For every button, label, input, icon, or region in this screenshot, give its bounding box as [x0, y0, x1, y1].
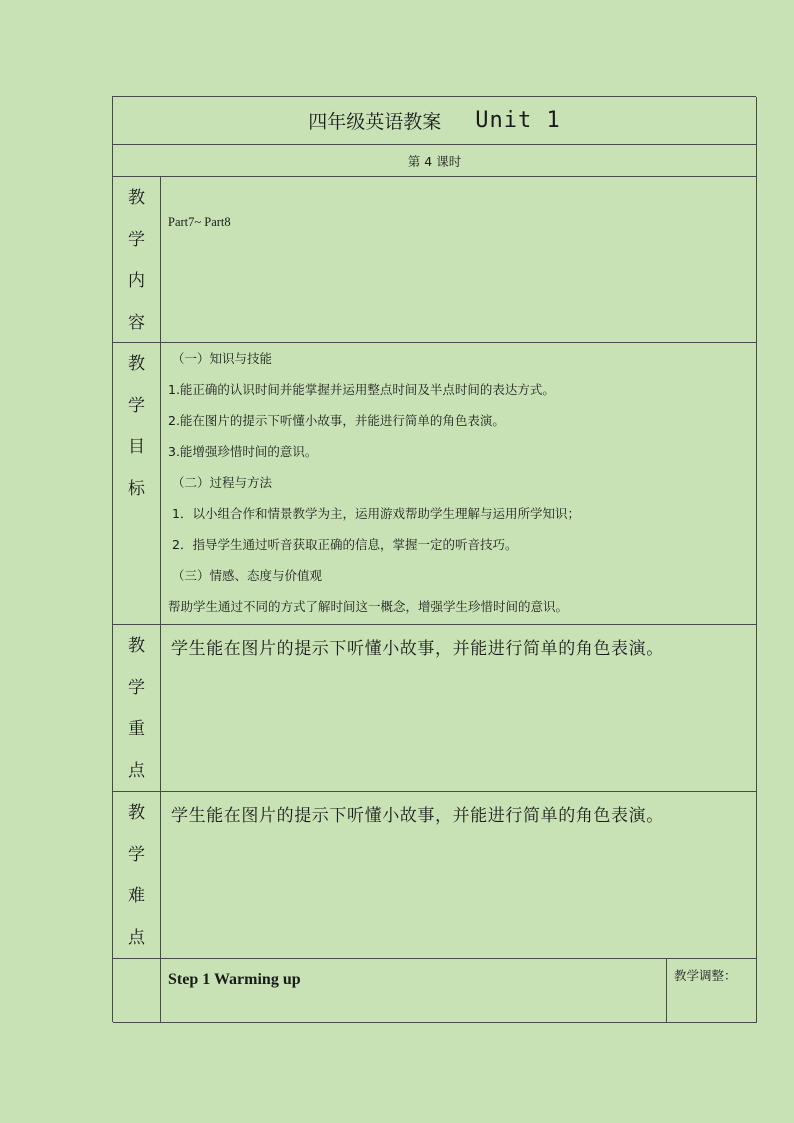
label-char: 教: [128, 636, 145, 656]
goal-item: 帮助学生通过不同的方式了解时间这一概念，增强学生珍惜时间的意识。: [168, 599, 569, 614]
content-text: Part7~ Part8: [168, 215, 231, 229]
label-char: 学: [128, 229, 145, 250]
lesson-number-row: [113, 145, 757, 177]
unit-title: Unit 1: [475, 108, 561, 133]
key-points-label: [128, 625, 145, 791]
step-cell: [161, 959, 667, 1023]
step-title: Step 1 Warming up: [168, 971, 301, 988]
difficulties-label-cell: [113, 792, 161, 959]
goal-item: 3.能增强珍惜时间的意识。: [168, 444, 318, 459]
content-cell: [161, 177, 757, 343]
label-char: 重: [128, 719, 145, 739]
difficulties-label: [128, 792, 145, 958]
difficulties-text: 学生能在图片的提示下听懂小故事，并能进行简单的角色表演。: [171, 806, 664, 826]
goals-label: [128, 343, 145, 624]
label-char: 点: [128, 927, 145, 948]
goal-item: 2．指导学生通过听音获取正确的信息，掌握一定的听音技巧。: [172, 537, 518, 552]
key-points-text: 学生能在图片的提示下听懂小故事，并能进行简单的角色表演。: [171, 639, 664, 659]
goal-item: 1．以小组合作和情景教学为主，运用游戏帮助学生理解与运用所学知识；: [172, 506, 580, 521]
plan-title: 四年级英语教案: [308, 111, 442, 133]
label-char: 教: [128, 803, 145, 823]
label-char: 点: [128, 760, 145, 781]
key-points-label-cell: [113, 625, 161, 792]
title-row: [113, 97, 757, 145]
label-char: 容: [128, 312, 145, 333]
lesson-number: 第 4 课时: [407, 153, 462, 169]
adjustment-cell: [667, 959, 757, 1023]
label-char: 学: [128, 395, 145, 416]
label-char: 内: [128, 271, 145, 291]
adjustment-label: 教学调整：: [674, 968, 737, 983]
label-char: 学: [128, 844, 145, 865]
goals-cell: [161, 343, 757, 625]
goal-section-heading: （二）过程与方法: [172, 475, 273, 490]
difficulties-cell: [161, 792, 757, 959]
label-char: 教: [128, 354, 145, 374]
goal-item: 2.能在图片的提示下听懂小故事，并能进行简单的角色表演。: [168, 413, 505, 428]
label-char: 难: [128, 886, 145, 906]
label-char: 教: [128, 188, 145, 208]
goals-label-cell: [113, 343, 161, 625]
key-points-cell: [161, 625, 757, 792]
label-char: 目: [128, 437, 145, 457]
lesson-plan-table: [112, 96, 756, 1022]
goals-list: [161, 343, 756, 629]
content-label-cell: [113, 177, 161, 343]
goal-section-heading: （一）知识与技能: [172, 351, 273, 366]
goal-section-heading: （三）情感、态度与价值观: [172, 568, 323, 583]
label-char: 标: [128, 478, 145, 499]
goal-item: 1.能正确的认识时间并能掌握并运用整点时间及半点时间的表达方式。: [168, 382, 555, 397]
steps-label-cell: [113, 959, 161, 1023]
label-char: 学: [128, 677, 145, 698]
content-label: [128, 177, 145, 342]
